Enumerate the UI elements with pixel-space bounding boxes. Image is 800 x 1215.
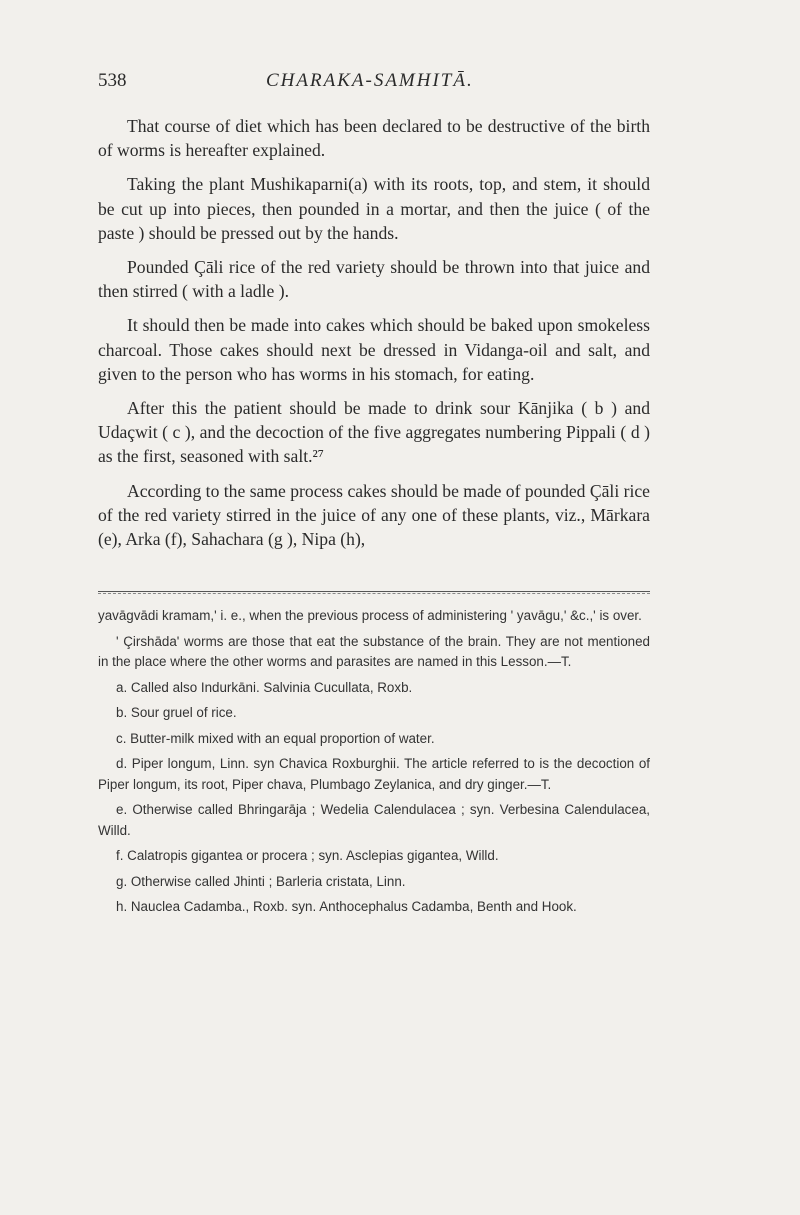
footnote-divider-secondary: [98, 593, 650, 594]
footnote: h. Nauclea Cadamba., Roxb. syn. Anthocephalus Cadamba, Benth and Hook.: [116, 899, 577, 914]
page-number: 538: [98, 70, 127, 91]
footnote: e. Otherwise called Bhringarāja ; Wedelia Calendulacea ; syn. Verbesina Calendulacea, Willd.: [98, 802, 650, 838]
footnotes: [98, 606, 650, 923]
paragraph: That course of diet which has been declared to be destructive of the birth of worms is hereafter explained.: [98, 116, 650, 161]
paragraph: According to the same process cakes should be made of pounded Çāli rice of the red variety stirred in the juice of any one of these plants, viz., Mārkara (e), Arka (f), Sahachara (g ), Nipa (h),: [98, 480, 650, 550]
paragraph: Taking the plant Mushikaparni(a) with its roots, top, and stem, it should be cut up into pieces, then pounded in a mortar, and then the juice ( of the paste ) should be pressed out by the hands.: [98, 174, 650, 243]
footnote: g. Otherwise called Jhinti ; Barleria cristata, Linn.: [116, 873, 406, 889]
footnote: a. Called also Indurkāni. Salvinia Cucullata, Roxb.: [116, 679, 413, 695]
footnote: c. Butter-milk mixed with an equal proportion of water.: [116, 730, 435, 746]
running-title: CHARAKA-SAMHITĀ.: [266, 70, 474, 91]
paragraph: It should then be made into cakes which should be baked upon smokeless charcoal. Those cakes should next be dressed in Vidanga-oil and salt, and given to the person who has worms in his stomach, for eating.: [98, 315, 650, 384]
footnote-divider: [98, 591, 650, 592]
footnote: ' Çirshāda' worms are those that eat the substance of the brain. They are not mentioned in the place where the other worms and parasites are named in this Lesson.—T.: [98, 633, 650, 669]
paragraph: Pounded Çāli rice of the red variety should be thrown into that juice and then stirred ( with a ladle ).: [98, 257, 650, 302]
page-header: [98, 70, 658, 100]
footnote: yavāgvādi kramam,' i. e., when the previous process of administering ' yavāgu,' &c.,' is over.: [98, 608, 642, 623]
paragraph: After this the patient should be made to drink sour Kānjika ( b ) and Udaçwit ( c ), and the decoction of the five aggregates numbering Pippali ( d ) as the first, seasoned with salt.²⁷: [98, 398, 650, 467]
footnote: d. Piper longum, Linn. syn Chavica Roxburghii. The article referred to is the decoction of Piper longum, its root, Piper chava, Plumbago Zeylanica, and dry ginger.—T.: [98, 756, 650, 792]
footnote: f. Calatropis gigantea or procera ; syn. Asclepias gigantea, Willd.: [116, 848, 499, 863]
main-text: [98, 114, 650, 561]
footnote: b. Sour gruel of rice.: [116, 705, 237, 720]
